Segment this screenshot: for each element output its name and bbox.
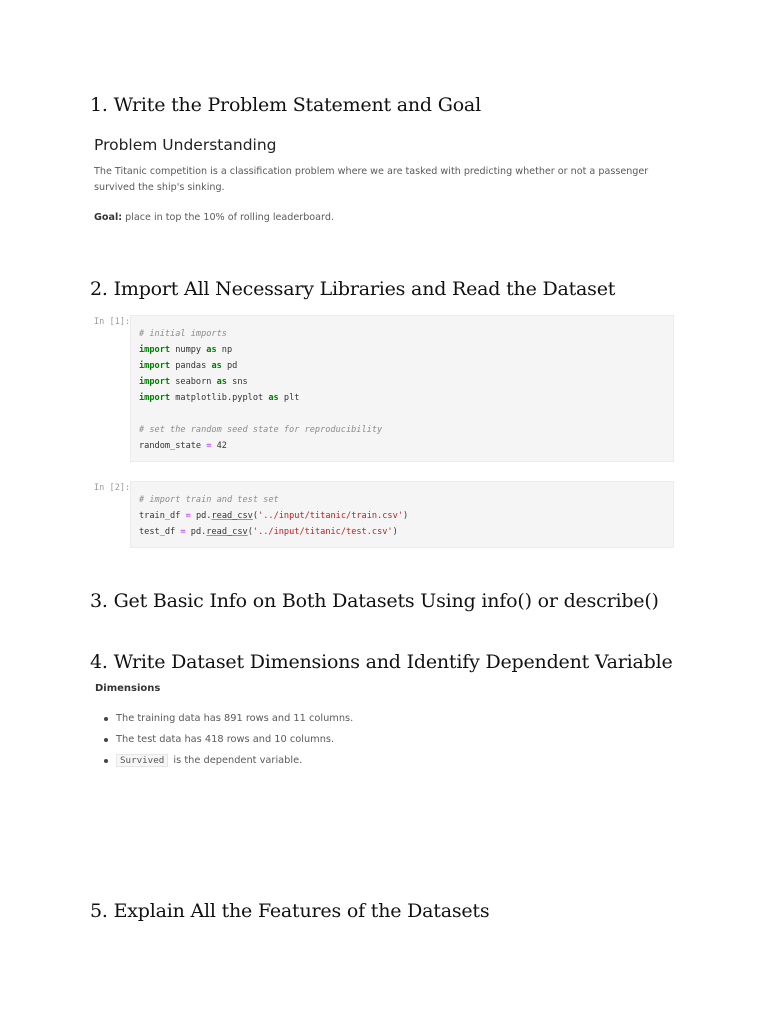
code-line: train_df = pd.read_csv('../input/titanic/train.csv') (139, 511, 409, 521)
problem-understanding-title: Problem Understanding (94, 136, 277, 154)
code-line: # import train and test set (139, 495, 279, 505)
list-item: The test data has 418 rows and 10 columns. (104, 732, 353, 753)
code-cell-1[interactable] (94, 315, 674, 462)
section-heading-2: 2. Import All Necessary Libraries and Read the Dataset (90, 278, 616, 300)
cell-prompt: In [1]: (94, 317, 131, 327)
code-line: random_state = 42 (139, 441, 227, 451)
section-heading-5: 5. Explain All the Features of the Datasets (90, 900, 490, 922)
goal-statement (94, 210, 684, 226)
code-input[interactable] (130, 315, 674, 462)
code-line: test_df = pd.read_csv('../input/titanic/test.csv') (139, 527, 398, 537)
list-item: The training data has 891 rows and 11 columns. (104, 711, 353, 732)
code-line: import numpy as np (139, 345, 233, 355)
section-heading-4: 4. Write Dataset Dimensions and Identify Dependent Variable (90, 651, 673, 673)
section-heading-3: 3. Get Basic Info on Both Datasets Using info() or describe() (90, 590, 659, 612)
cell-prompt: In [2]: (94, 483, 131, 493)
goal-text: place in top the 10% of rolling leaderboard. (122, 212, 334, 223)
code-line: # set the random seed state for reproducibility (139, 425, 383, 435)
goal-label: Goal: (94, 212, 123, 223)
code-line: import pandas as pd (139, 361, 238, 371)
list-item (104, 753, 353, 774)
section-heading-1: 1. Write the Problem Statement and Goal (90, 94, 481, 116)
dependent-variable-text: is the dependent variable. (170, 755, 303, 766)
dependent-variable-code: Survived (116, 754, 168, 767)
code-line (139, 406, 665, 422)
problem-description: The Titanic competition is a classification problem where we are tasked with predicting whether or not a passenger survived the ship's sinking. (94, 166, 649, 193)
dimensions-list (104, 711, 353, 774)
code-line: import matplotlib.pyplot as plt (139, 393, 300, 403)
code-cell-2[interactable] (94, 481, 674, 548)
dimensions-title: Dimensions (95, 683, 161, 694)
code-input[interactable] (130, 481, 674, 548)
code-line: # initial imports (139, 329, 227, 339)
code-line: import seaborn as sns (139, 377, 248, 387)
